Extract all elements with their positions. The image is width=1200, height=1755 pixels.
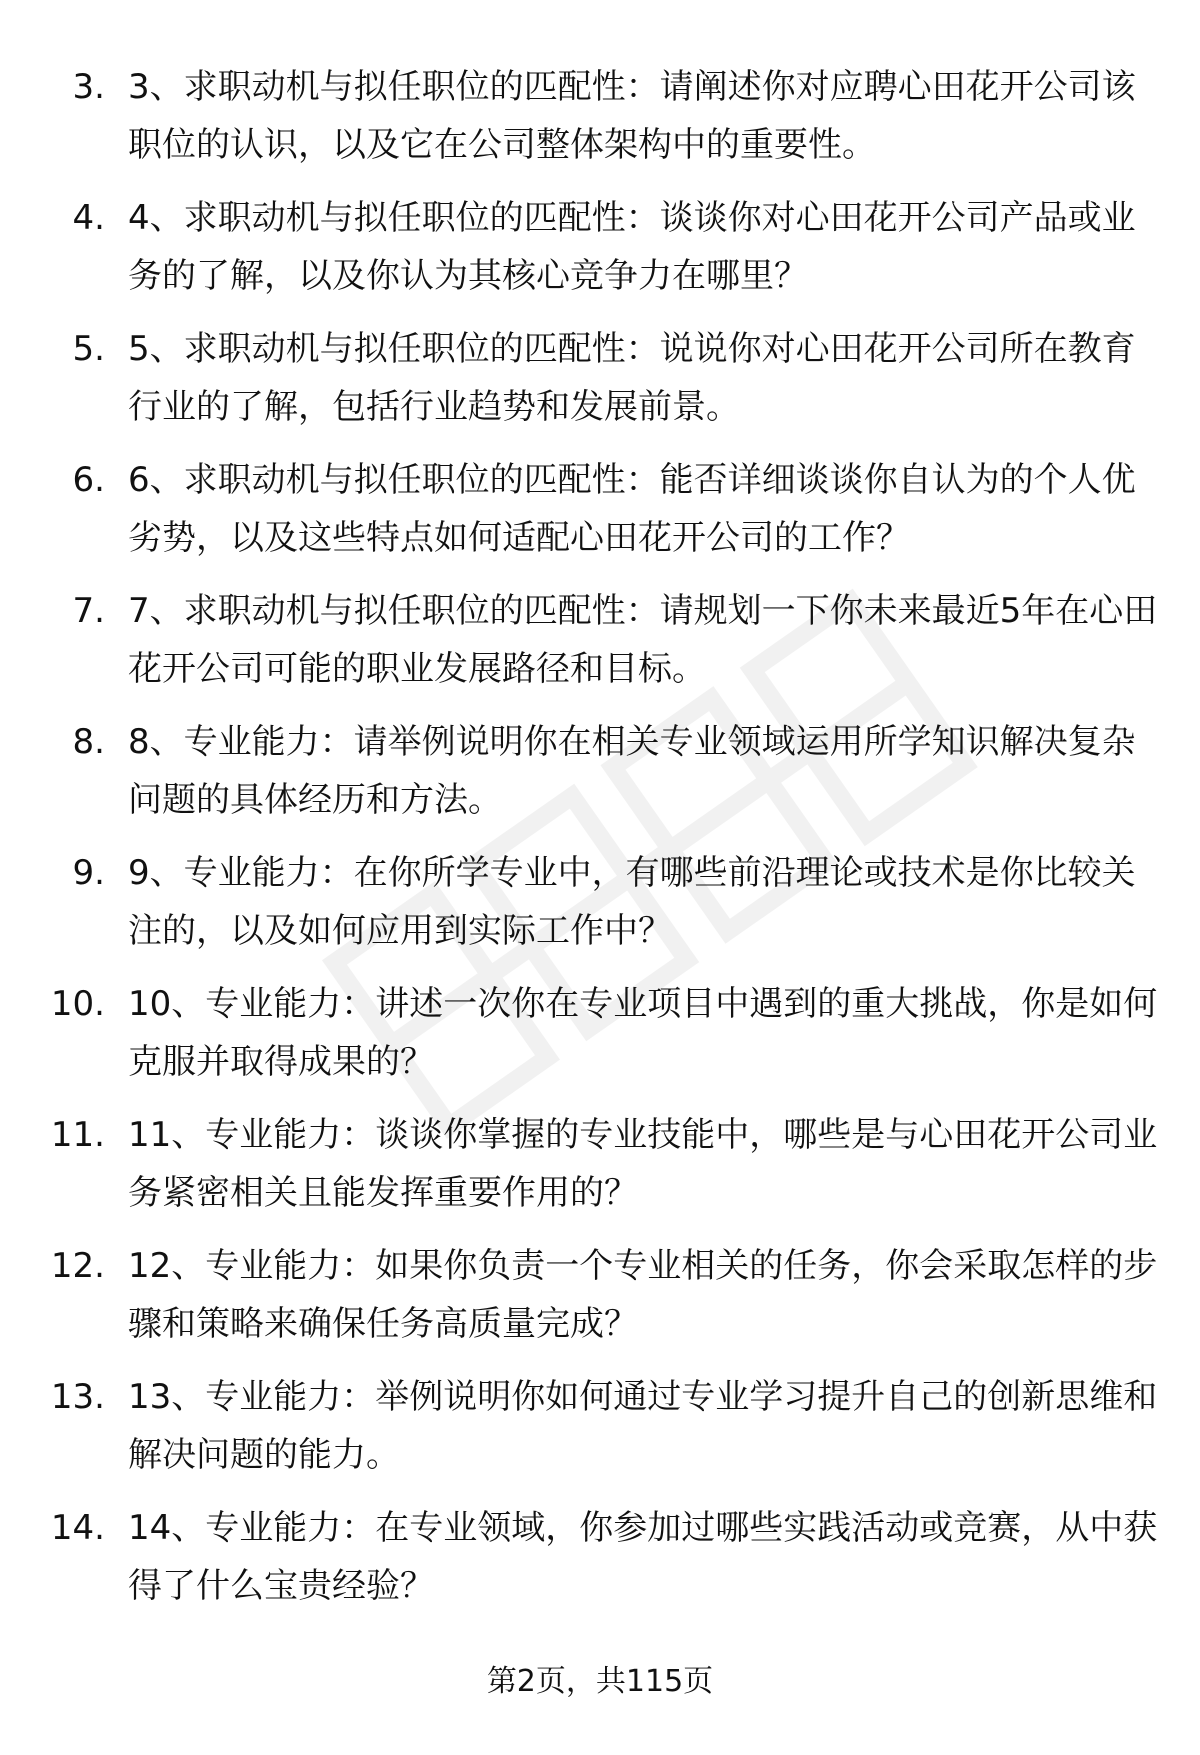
question-text: 5、求职动机与拟任职位的匹配性：说说你对心田花开公司所在教育行业的了解，包括行业趋势和发展前景。	[128, 329, 1136, 427]
question-text: 14、专业能力：在专业领域，你参加过哪些实践活动或竞赛，从中获得了什么宝贵经验？	[128, 1508, 1158, 1606]
question-text: 7、求职动机与拟任职位的匹配性：请规划一下你未来最近5年在心田花开公司可能的职业发展路径和目标。	[128, 591, 1158, 689]
question-item	[0, 58, 1200, 189]
question-number: 10.	[50, 984, 105, 1024]
question-text: 10、专业能力：讲述一次你在专业项目中遇到的重大挑战，你是如何克服并取得成果的？	[128, 984, 1158, 1082]
page-footer: 第2页，共115页	[486, 1664, 714, 1699]
question-number: 3.	[72, 67, 105, 107]
question-text: 8、专业能力：请举例说明你在相关专业领域运用所学知识解决复杂问题的具体经历和方法。	[128, 722, 1136, 820]
question-text: 13、专业能力：举例说明你如何通过专业学习提升自己的创新思维和解决问题的能力。	[128, 1377, 1158, 1475]
question-text: 6、求职动机与拟任职位的匹配性：能否详细谈谈你自认为的个人优劣势，以及这些特点如何适配心田花开公司的工作？	[128, 460, 1136, 558]
question-item	[0, 844, 1200, 975]
question-item	[0, 320, 1200, 451]
question-item	[0, 451, 1200, 582]
question-text: 3、求职动机与拟任职位的匹配性：请阐述你对应聘心田花开公司该职位的认识，以及它在公司整体架构中的重要性。	[128, 67, 1136, 165]
question-number: 7.	[72, 591, 105, 631]
question-item	[0, 1106, 1200, 1237]
question-text: 9、专业能力：在你所学专业中，有哪些前沿理论或技术是你比较关注的，以及如何应用到实际工作中？	[128, 853, 1136, 951]
question-number: 4.	[72, 198, 105, 238]
question-text: 4、求职动机与拟任职位的匹配性：谈谈你对心田花开公司产品或业务的了解，以及你认为其核心竞争力在哪里？	[128, 198, 1136, 296]
question-item	[0, 1368, 1200, 1499]
question-number: 8.	[72, 722, 105, 762]
question-item	[0, 975, 1200, 1106]
question-text: 11、专业能力：谈谈你掌握的专业技能中，哪些是与心田花开公司业务紧密相关且能发挥重要作用的？	[128, 1115, 1158, 1213]
question-number: 9.	[72, 853, 105, 893]
question-list	[0, 58, 1200, 1630]
question-number: 11.	[50, 1115, 105, 1155]
question-number: 14.	[50, 1508, 105, 1548]
question-item	[0, 1499, 1200, 1630]
question-item	[0, 713, 1200, 844]
question-item	[0, 582, 1200, 713]
question-number: 12.	[50, 1246, 105, 1286]
question-text: 12、专业能力：如果你负责一个专业相关的任务，你会采取怎样的步骤和策略来确保任务高质量完成？	[128, 1246, 1158, 1344]
question-number: 5.	[72, 329, 105, 369]
question-number: 6.	[72, 460, 105, 500]
question-item	[0, 1237, 1200, 1368]
question-number: 13.	[50, 1377, 105, 1417]
question-item	[0, 189, 1200, 320]
